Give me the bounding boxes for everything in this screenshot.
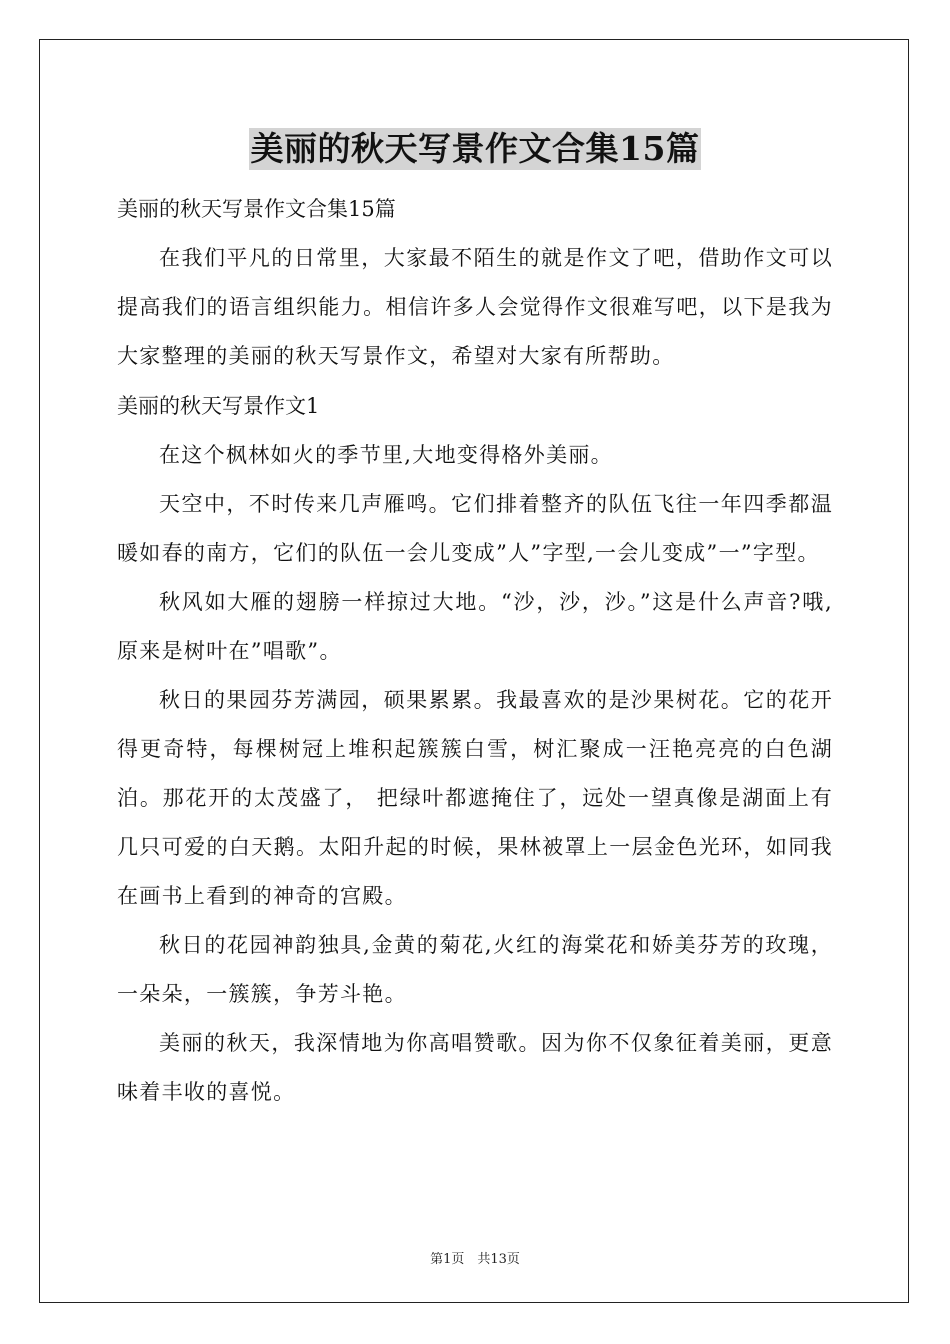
paragraph-6: 美丽的秋天，我深情地为你高唱赞歌。因为你不仅象征着美丽，更意味着丰收的喜悦。 <box>117 1031 833 1104</box>
document-body <box>117 128 833 1117</box>
paragraph-3: 秋风如大雁的翅膀一样掠过大地。“沙，沙，沙。”这是什么声音?哦,原来是树叶在”唱歌”。 <box>117 590 833 663</box>
document-subtitle: 美丽的秋天写景作文合集15篇 <box>117 197 396 221</box>
page-footer: 第1页 共13页 <box>430 1252 520 1267</box>
section-heading: 美丽的秋天写景作文1 <box>117 394 320 418</box>
intro-paragraph: 在我们平凡的日常里，大家最不陌生的就是作文了吧，借助作文可以提高我们的语言组织能力。相信许多人会觉得作文很难写吧，以下是我为大家整理的美丽的秋天写景作文，希望对大家有所帮助。 <box>117 246 833 368</box>
paragraph-5: 秋日的花园神韵独具,金黄的菊花,火红的海棠花和娇美芬芳的玫瑰，一朵朵，一簇簇，争芳斗艳。 <box>117 933 833 1006</box>
title-container <box>117 128 833 170</box>
paragraph-1: 在这个枫林如火的季节里,大地变得格外美丽。 <box>159 443 613 467</box>
document-title: 美丽的秋天写景作文合集15篇 <box>250 129 700 168</box>
paragraph-2: 天空中，不时传来几声雁鸣。它们排着整齐的队伍飞往一年四季都温暖如春的南方，它们的队伍一会儿变成”人”字型,一会儿变成”一”字型。 <box>117 492 833 565</box>
paragraph-4: 秋日的果园芬芳满园，硕果累累。我最喜欢的是沙果树花。它的花开得更奇特，每棵树冠上堆积起簇簇白雪，树汇聚成一汪艳亮亮的白色湖泊。那花开的太茂盛了， 把绿叶都遮掩住了，远处一望真像是湖面上有几只可爱的白天鹅。太阳升起的时候，果林被罩上一层金色光环，如同我在画书上看到的神奇的宫殿。 <box>117 688 833 908</box>
